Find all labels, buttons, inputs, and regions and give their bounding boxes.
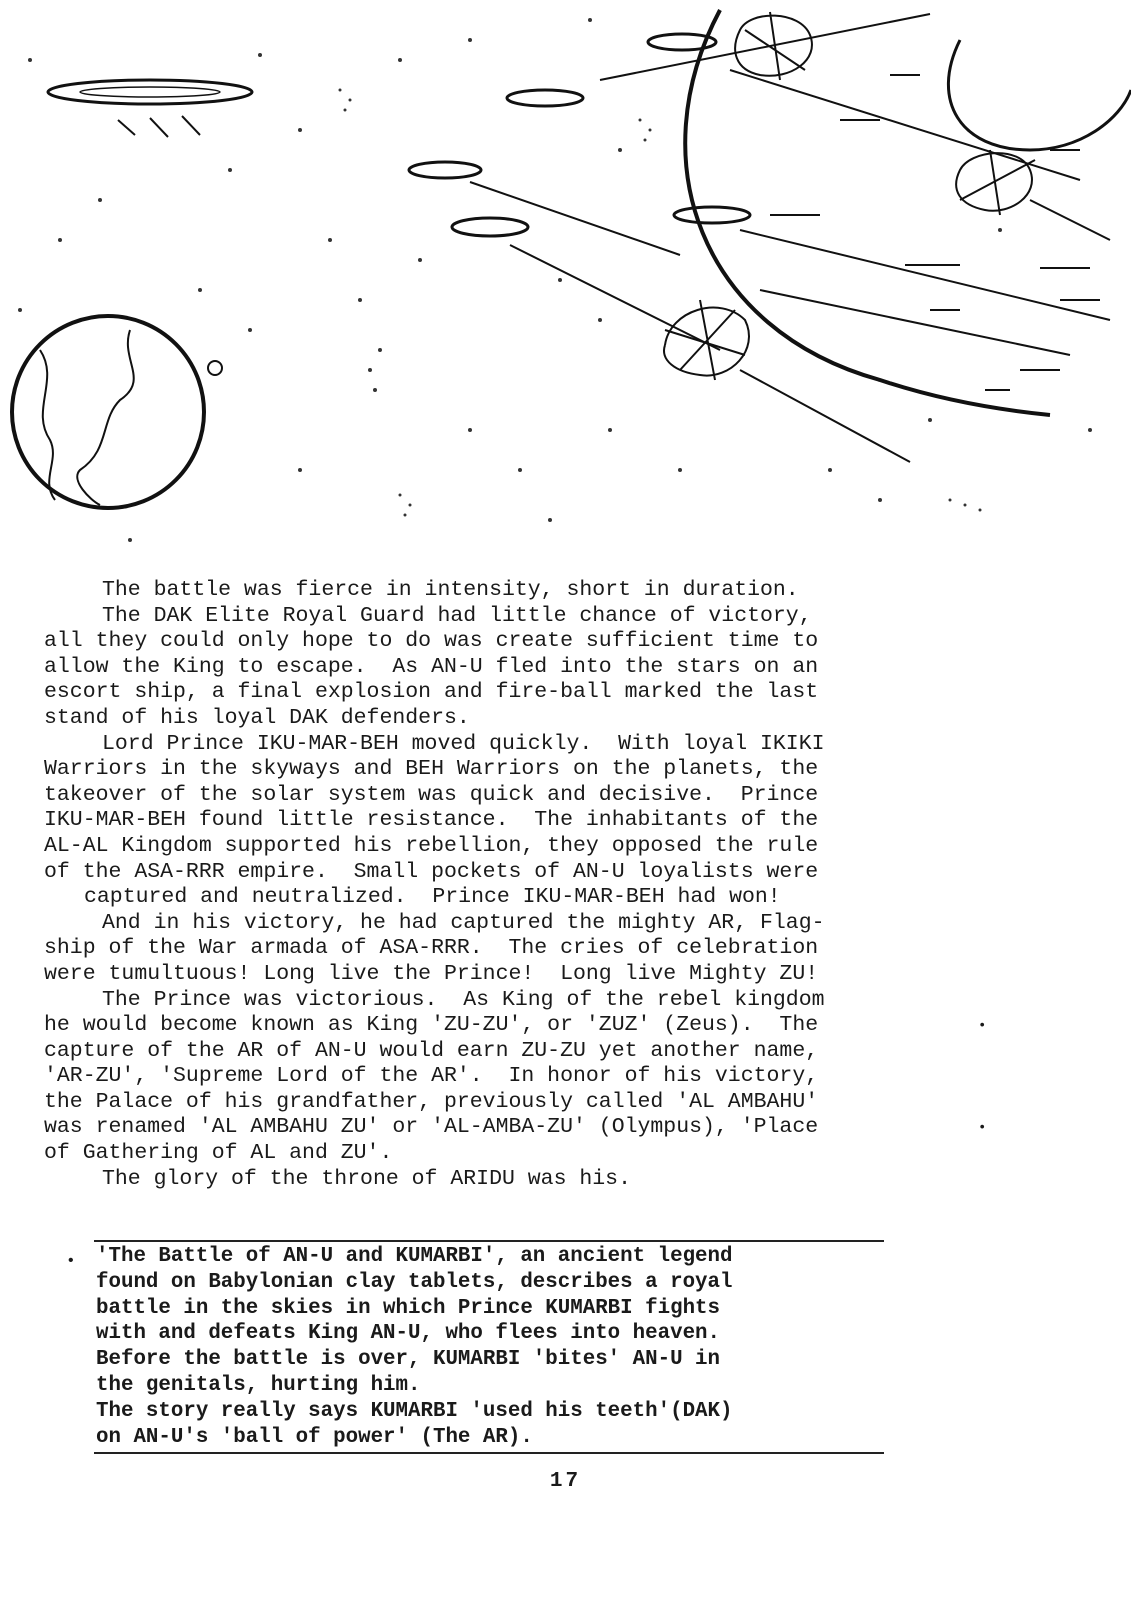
note-mark: • (978, 1018, 987, 1034)
saucer (674, 207, 750, 223)
text-line: IKU-MAR-BEH found little resistance. The inhabitants of the (44, 808, 819, 833)
laser-beam (740, 370, 910, 462)
footnote-line: battle in the skies in which Prince KUMARBI fights (96, 1296, 721, 1320)
footnote-line: on AN-U's 'ball of power' (The AR). (96, 1425, 533, 1449)
footnote-line: found on Babylonian clay tablets, describes a royal (96, 1270, 733, 1294)
planet-bands (770, 75, 1100, 390)
footnote-top-rule (94, 1240, 884, 1242)
footnote-line: 'The Battle of AN-U and KUMARBI', an ancient legend (96, 1245, 733, 1268)
earth-planet (12, 316, 204, 508)
laser-beam (740, 230, 1110, 320)
text-line: The glory of the throne of ARIDU was his. (102, 1166, 631, 1191)
footnote-line: the genitals, hurting him. (96, 1373, 421, 1397)
text-line: were tumultuous! Long live the Prince! Long live Mighty ZU! (44, 961, 819, 986)
footnote-bottom-rule (94, 1452, 884, 1454)
explosion (956, 150, 1035, 215)
continent-lines (77, 330, 133, 505)
space-battle-illustration (0, 0, 1131, 560)
text-line: the Palace of his grandfather, previously called 'AL AMBAHU' (44, 1089, 819, 1114)
text-line: all they could only hope to do was create sufficient time to (44, 629, 819, 654)
text-line: captured and neutralized. Prince IKU-MAR-BEH had won! (84, 885, 781, 910)
page-number: 17 (549, 1470, 582, 1493)
footnote-bullet: • (66, 1252, 76, 1270)
explosion (664, 300, 749, 380)
text-line: ship of the War armada of ASA-RRR. The cries of celebration (44, 936, 819, 961)
saucer-large (48, 80, 252, 104)
footnote-line: The story really says KUMARBI 'used his teeth'(DAK) (96, 1399, 733, 1423)
text-line: allow the King to escape. As AN-U fled into the stars on an (44, 654, 819, 679)
footnote-line: with and defeats King AN-U, who flees into heaven. (96, 1322, 721, 1346)
main-body-text (44, 578, 1004, 1192)
laser-beam (600, 14, 930, 80)
laser-beam (510, 245, 720, 350)
text-line: of Gathering of AL and ZU'. (44, 1141, 393, 1166)
saucer (452, 218, 528, 236)
text-line: stand of his loyal DAK defenders. (44, 705, 470, 730)
text-line: takeover of the solar system was quick and decisive. Prince (44, 782, 819, 807)
text-line: he would become known as King 'ZU-ZU', or 'ZUZ' (Zeus). The (44, 1013, 819, 1038)
text-line: was renamed 'AL AMBAHU ZU' or 'AL-AMBA-ZU' (Olympus), 'Place (44, 1115, 819, 1140)
saucer (507, 90, 583, 106)
text-line: The Prince was victorious. As King of the rebel kingdom (102, 987, 825, 1012)
text-line: Lord Prince IKU-MAR-BEH moved quickly. With loyal IKIKI (102, 731, 825, 756)
text-line: of the ASA-RRR empire. Small pockets of AN-U loyalists were (44, 859, 819, 884)
text-line: escort ship, a final explosion and fire-ball marked the last (44, 680, 819, 705)
note-mark: • (978, 1120, 987, 1136)
footnote-line: Before the battle is over, KUMARBI 'bites' AN-U in (96, 1348, 721, 1372)
small-moon (208, 361, 222, 375)
laser-beam (1030, 200, 1110, 240)
text-line: The DAK Elite Royal Guard had little chance of victory, (102, 603, 812, 628)
text-line: Warriors in the skyways and BEH Warriors on the planets, the (44, 757, 819, 782)
footnote (62, 1244, 902, 1450)
text-line: And in his victory, he had captured the mighty AR, Flag- (102, 910, 825, 935)
text-line: 'AR-ZU', 'Supreme Lord of the AR'. In honor of his victory, (44, 1064, 819, 1089)
moon-top-right (948, 40, 1131, 150)
text-line: capture of the AR of AN-U would earn ZU-ZU yet another name, (44, 1038, 819, 1063)
text-line: The battle was fierce in intensity, short in duration. (102, 578, 799, 602)
saucer (409, 162, 481, 178)
text-line: AL-AL Kingdom supported his rebellion, they opposed the rule (44, 833, 819, 858)
